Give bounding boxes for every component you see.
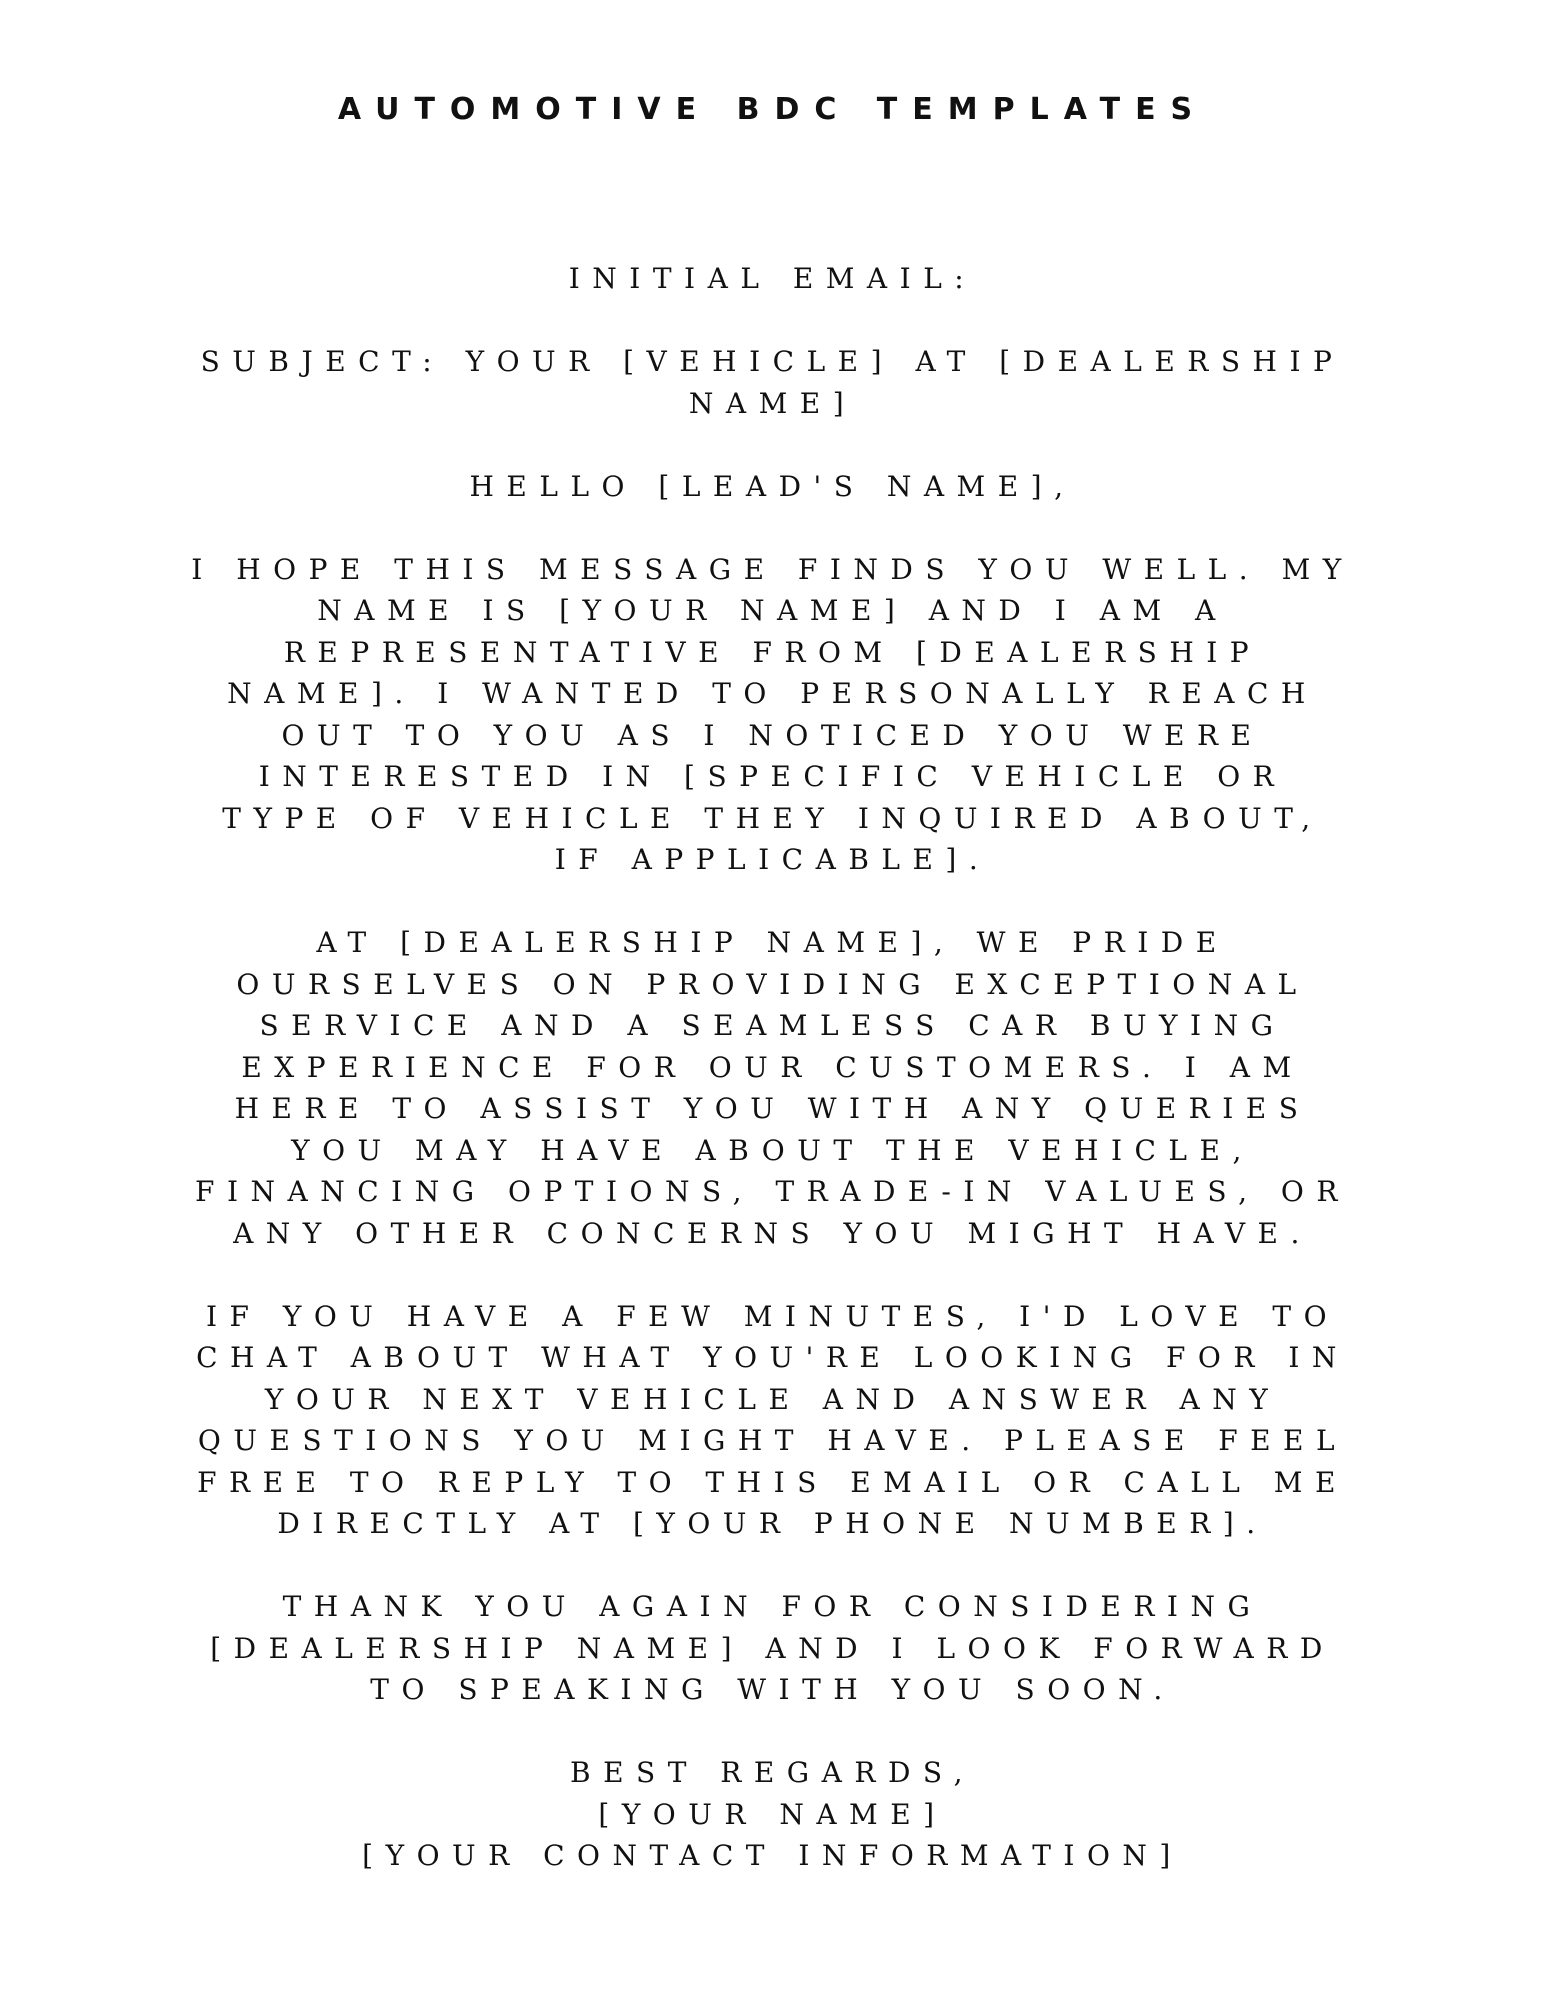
text-line: [DEALERSHIP NAME] AND I LOOK FORWARD <box>210 1631 1335 1665</box>
page-title: AUTOMOTIVE BDC TEMPLATES <box>337 92 1208 127</box>
text-line: HELLO [LEAD'S NAME], <box>469 469 1076 503</box>
text-line: FREE TO REPLY TO THIS EMAIL OR CALL ME <box>197 1465 1348 1499</box>
text-line: QUESTIONS YOU MIGHT HAVE. PLEASE FEEL <box>197 1424 1348 1457</box>
text-line: SERVICE AND A SEAMLESS CAR BUYING <box>259 1009 1286 1042</box>
greeting <box>110 466 1435 508</box>
text-line: NAME] <box>688 386 857 420</box>
text-line: BEST REGARDS, <box>570 1756 975 1789</box>
email-template-body <box>110 258 1435 1877</box>
text-line: FINANCING OPTIONS, TRADE-IN VALUES, OR <box>195 1175 1350 1208</box>
text-line: NAME]. I WANTED TO PERSONALLY REACH <box>227 677 1318 710</box>
text-line: [YOUR NAME] <box>598 1797 947 1831</box>
text-line: INITIAL EMAIL: <box>568 262 977 295</box>
text-line: [YOUR CONTACT INFORMATION] <box>362 1839 1183 1872</box>
text-line: NAME IS [YOUR NAME] AND I AM A <box>317 594 1228 627</box>
text-line: EXPERIENCE FOR OUR CUSTOMERS. I AM <box>241 1050 1304 1084</box>
text-line: CHAT ABOUT WHAT YOU'RE LOOKING FOR IN <box>196 1341 1349 1374</box>
text-line: TO SPEAKING WITH YOU SOON. <box>370 1673 1175 1706</box>
chat-paragraph <box>110 1296 1435 1545</box>
template-heading <box>110 258 1435 300</box>
text-line: AT [DEALERSHIP NAME], WE PRIDE <box>316 926 1229 959</box>
text-line: INTERESTED IN [SPECIFIC VEHICLE OR <box>258 760 1287 793</box>
text-line: REPRESENTATIVE FROM [DEALERSHIP <box>283 635 1262 669</box>
text-line: IF YOU HAVE A FEW MINUTES, I'D LOVE TO <box>205 1299 1340 1333</box>
thank-you-paragraph <box>110 1586 1435 1711</box>
text-line: YOUR NEXT VEHICLE AND ANSWER ANY <box>264 1382 1281 1416</box>
signature-block <box>110 1752 1435 1877</box>
text-line: ANY OTHER CONCERNS YOU MIGHT HAVE. <box>233 1216 1312 1250</box>
text-line: IF APPLICABLE]. <box>554 843 991 876</box>
intro-paragraph <box>110 549 1435 881</box>
text-line: SUBJECT: YOUR [VEHICLE] AT [DEALERSHIP <box>200 345 1345 378</box>
text-line: DIRECTLY AT [YOUR PHONE NUMBER]. <box>277 1507 1268 1540</box>
text-line: TYPE OF VEHICLE THEY INQUIRED ABOUT, <box>222 801 1323 835</box>
text-line: OUT TO YOU AS I NOTICED YOU WERE <box>281 718 1264 752</box>
text-line: HERE TO ASSIST YOU WITH ANY QUERIES <box>234 1092 1311 1125</box>
text-line: OURSELVES ON PROVIDING EXCEPTIONAL <box>236 967 1309 1001</box>
text-line: I HOPE THIS MESSAGE FINDS YOU WELL. MY <box>191 552 1354 586</box>
service-paragraph <box>110 922 1435 1254</box>
text-line: YOU MAY HAVE ABOUT THE VEHICLE, <box>291 1133 1254 1167</box>
subject-line <box>110 341 1435 424</box>
text-line: THANK YOU AGAIN FOR CONSIDERING <box>282 1590 1263 1623</box>
